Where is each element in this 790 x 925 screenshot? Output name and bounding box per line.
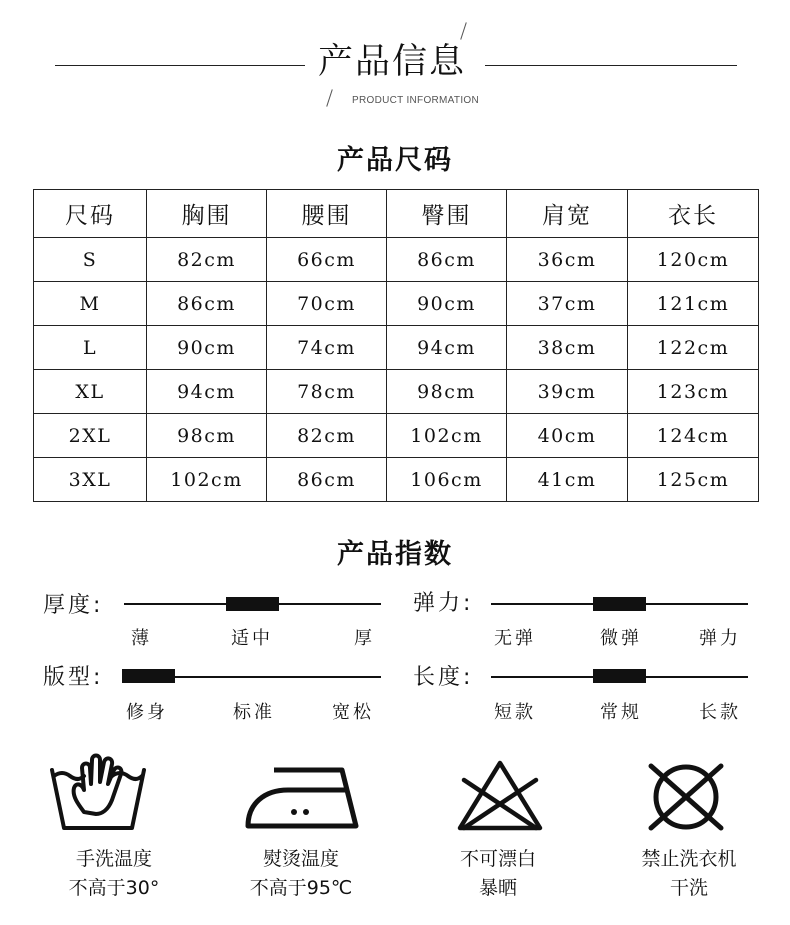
col-header: 胸围 <box>147 190 267 238</box>
table-cell: 41cm <box>507 458 628 502</box>
table-cell: M <box>34 282 147 326</box>
tick-label: 无弹 <box>494 628 536 649</box>
tick-label: 微弹 <box>600 628 642 649</box>
table-row <box>34 282 759 326</box>
tick-label: 长款 <box>699 702 741 723</box>
scale-marker-fit <box>122 669 175 683</box>
care-line: 干洗 <box>669 877 708 899</box>
table-cell: 86cm <box>387 238 507 282</box>
table-cell: 94cm <box>387 326 507 370</box>
care-label-hand-wash <box>24 845 204 903</box>
tick-label: 宽松 <box>332 702 374 723</box>
table-cell: 98cm <box>387 370 507 414</box>
table-cell: 123cm <box>628 370 759 414</box>
table-cell: 82cm <box>147 238 267 282</box>
care-label-iron <box>211 845 391 903</box>
table-cell: 36cm <box>507 238 628 282</box>
col-header: 衣长 <box>628 190 759 238</box>
iron-icon <box>244 764 360 830</box>
table-cell: 106cm <box>387 458 507 502</box>
tick-label: 修身 <box>126 702 168 723</box>
care-line: 熨烫温度 <box>262 848 339 870</box>
table-row <box>34 458 759 502</box>
table-cell: 3XL <box>34 458 147 502</box>
header-divider-left <box>55 65 305 66</box>
table-cell: 40cm <box>507 414 628 458</box>
hand-wash-icon <box>48 750 148 832</box>
no-bleach-icon <box>456 758 544 832</box>
table-cell: 120cm <box>628 238 759 282</box>
table-cell: 39cm <box>507 370 628 414</box>
table-cell: 70cm <box>267 282 387 326</box>
care-line: 不高于95℃ <box>249 877 353 899</box>
size-table-header <box>34 190 759 238</box>
tick-label: 标准 <box>233 702 275 723</box>
care-label-no-bleach <box>408 845 588 903</box>
table-cell: L <box>34 326 147 370</box>
scale-marker-thickness <box>226 597 279 611</box>
scale-label-length: 长度: <box>413 665 474 690</box>
col-header: 尺码 <box>34 190 147 238</box>
care-line: 不可漂白 <box>459 848 536 870</box>
index-section-title: 产品指数 <box>337 539 453 570</box>
size-table <box>33 189 759 502</box>
table-row <box>34 326 759 370</box>
table-cell: 86cm <box>147 282 267 326</box>
tick-label: 厚 <box>354 628 375 649</box>
care-label-no-machine-wash <box>599 845 779 903</box>
tick-label: 适中 <box>231 628 273 649</box>
scale-label-fit: 版型: <box>43 665 104 690</box>
size-section-title: 产品尺码 <box>337 145 453 176</box>
care-line: 暴晒 <box>478 877 517 899</box>
table-row <box>34 238 759 282</box>
care-line: 禁止洗衣机 <box>641 848 737 870</box>
table-cell: XL <box>34 370 147 414</box>
table-cell: 2XL <box>34 414 147 458</box>
table-cell: S <box>34 238 147 282</box>
table-cell: 82cm <box>267 414 387 458</box>
header-divider-right <box>485 65 737 66</box>
scale-label-thickness: 厚度: <box>43 593 104 618</box>
table-cell: 74cm <box>267 326 387 370</box>
table-cell: 121cm <box>628 282 759 326</box>
col-header: 臀围 <box>387 190 507 238</box>
table-cell: 98cm <box>147 414 267 458</box>
header-slash-bottom <box>326 89 333 106</box>
table-cell: 90cm <box>387 282 507 326</box>
tick-label: 短款 <box>494 702 536 723</box>
table-cell: 66cm <box>267 238 387 282</box>
care-line: 不高于30° <box>68 877 160 899</box>
table-cell: 122cm <box>628 326 759 370</box>
col-header: 肩宽 <box>507 190 628 238</box>
col-header: 腰围 <box>267 190 387 238</box>
page-title: 产品信息 <box>318 42 467 82</box>
table-row <box>34 414 759 458</box>
scale-marker-length <box>593 669 646 683</box>
table-cell: 38cm <box>507 326 628 370</box>
scale-marker-elasticity <box>593 597 646 611</box>
table-cell: 102cm <box>387 414 507 458</box>
tick-label: 弹力 <box>699 628 741 649</box>
table-cell: 125cm <box>628 458 759 502</box>
header-slash-top <box>460 22 467 39</box>
table-cell: 78cm <box>267 370 387 414</box>
table-cell: 102cm <box>147 458 267 502</box>
tick-label: 常规 <box>600 702 642 723</box>
scale-label-elasticity: 弹力: <box>413 591 474 616</box>
table-cell: 94cm <box>147 370 267 414</box>
no-machine-wash-icon <box>645 760 727 834</box>
care-line: 手洗温度 <box>75 848 152 870</box>
tick-label: 薄 <box>131 628 152 649</box>
size-table-body <box>34 238 759 502</box>
table-cell: 37cm <box>507 282 628 326</box>
table-cell: 90cm <box>147 326 267 370</box>
table-row <box>34 370 759 414</box>
table-cell: 124cm <box>628 414 759 458</box>
table-cell: 86cm <box>267 458 387 502</box>
page-subtitle: PRODUCT INFORMATION <box>352 95 479 106</box>
